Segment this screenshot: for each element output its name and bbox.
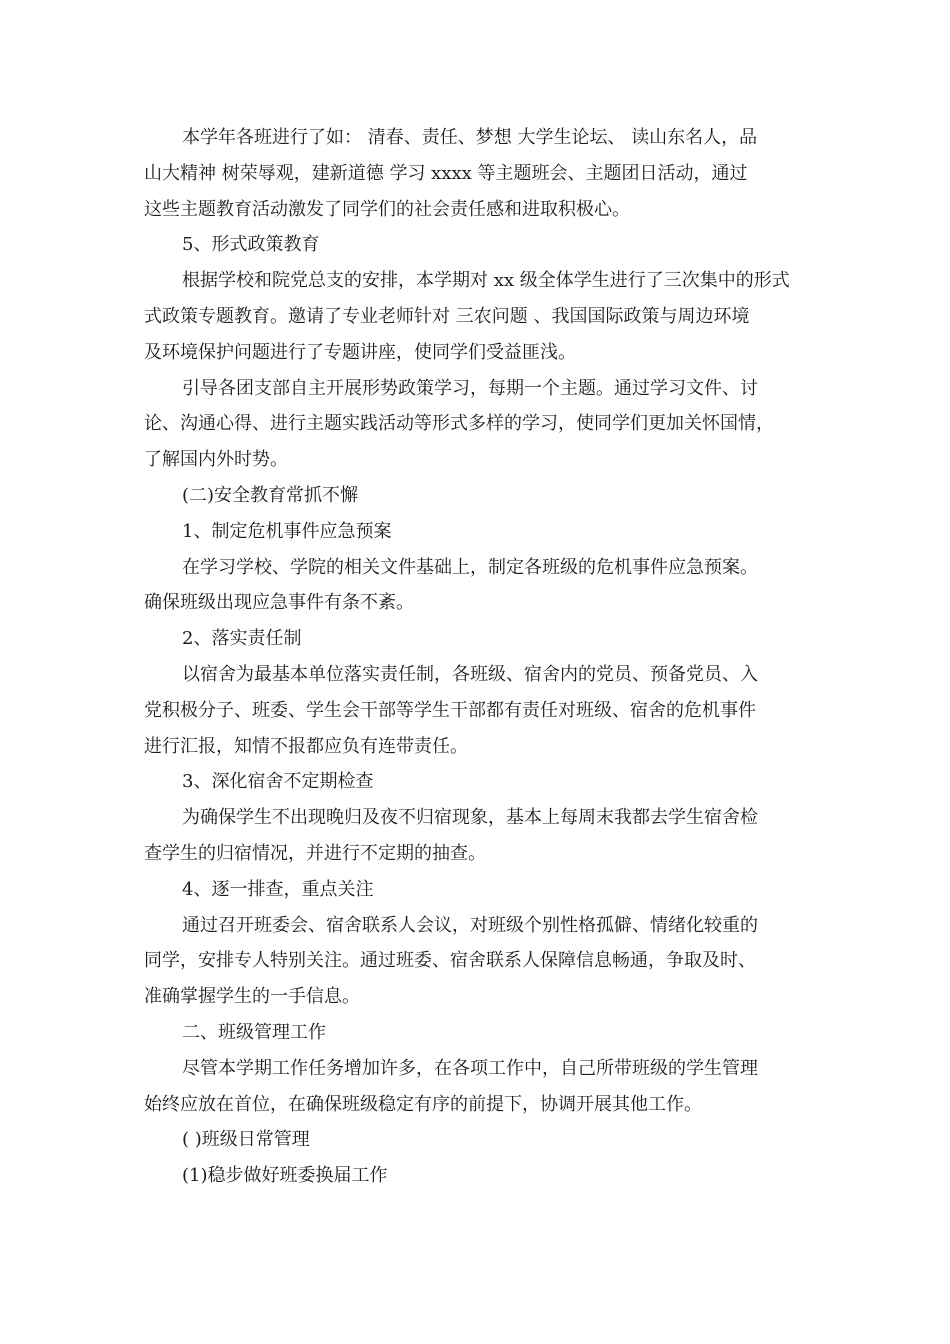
text-line: 及环境保护问题进行了专题讲座，使同学们受益匪浅。: [144, 341, 576, 363]
text-line: (1)稳步做好班委换届工作: [182, 1165, 388, 1187]
text-line: 进行汇报，知情不报都应负有连带责任。: [144, 735, 468, 757]
text-line: 了解国内外时势。: [144, 449, 288, 471]
text-line: 引导各团支部自主开展形势政策学习，每期一个主题。通过学习文件、讨: [182, 377, 758, 399]
text-line: 山大精神 树荣辱观，建新道德 学习 xxxx 等主题班会、主题团日活动，通过: [144, 162, 748, 184]
text-line: 本学年各班进行了如： 清春、责任、梦想 大学生论坛、 读山东名人，品: [182, 127, 758, 148]
text-line: ( )班级日常管理: [182, 1129, 310, 1151]
text-line: 尽管本学期工作任务增加许多，在各项工作中，自己所带班级的学生管理: [182, 1057, 758, 1079]
text-line: 1、制定危机事件应急预案: [182, 520, 392, 542]
text-line: 通过召开班委会、宿舍联系人会议，对班级个别性格孤僻、情绪化较重的: [182, 914, 758, 936]
text-line: 二、班级管理工作: [182, 1021, 326, 1043]
text-line: 2、落实责任制: [182, 628, 302, 650]
text-line: 始终应放在首位，在确保班级稳定有序的前提下，协调开展其他工作。: [144, 1093, 702, 1115]
text-line: 以宿舍为最基本单位落实责任制，各班级、宿舍内的党员、预备党员、入: [182, 663, 758, 685]
text-line: 5、形式政策教育: [182, 234, 320, 256]
text-line: 查学生的归宿情况，并进行不定期的抽查。: [144, 842, 486, 864]
text-line: 论、沟通心得、进行主题实践活动等形式多样的学习，使同学们更加关怀国情，: [144, 413, 774, 435]
text-line: 3、深化宿舍不定期检查: [182, 771, 374, 793]
text-line: 确保班级出现应急事件有条不紊。: [144, 592, 414, 614]
text-line: 在学习学校、学院的相关文件基础上，制定各班级的危机事件应急预案。: [182, 556, 758, 578]
text-line: 准确掌握学生的一手信息。: [144, 986, 360, 1008]
text-line: 同学，安排专人特别关注。通过班委、宿舍联系人保障信息畅通，争取及时、: [144, 950, 756, 972]
text-line: 党积极分子、班委、学生会干部等学生干部都有责任对班级、宿舍的危机事件: [144, 699, 756, 721]
text-line: 4、逐一排查，重点关注: [182, 878, 374, 900]
text-line: (二)安全教育常抓不懈: [182, 484, 359, 506]
text-line: 式政策专题教育。邀请了专业老师针对 三农问题 、我国国际政策与周边环境: [144, 305, 750, 327]
text-line: 这些主题教育活动激发了同学们的社会责任感和进取积极心。: [144, 198, 630, 220]
text-line: 根据学校和院党总支的安排，本学期对 xx 级全体学生进行了三次集中的形式: [182, 270, 790, 292]
text-line: 为确保学生不出现晚归及夜不归宿现象，基本上每周末我都去学生宿舍检: [182, 807, 758, 829]
document-body: [144, 120, 808, 1194]
